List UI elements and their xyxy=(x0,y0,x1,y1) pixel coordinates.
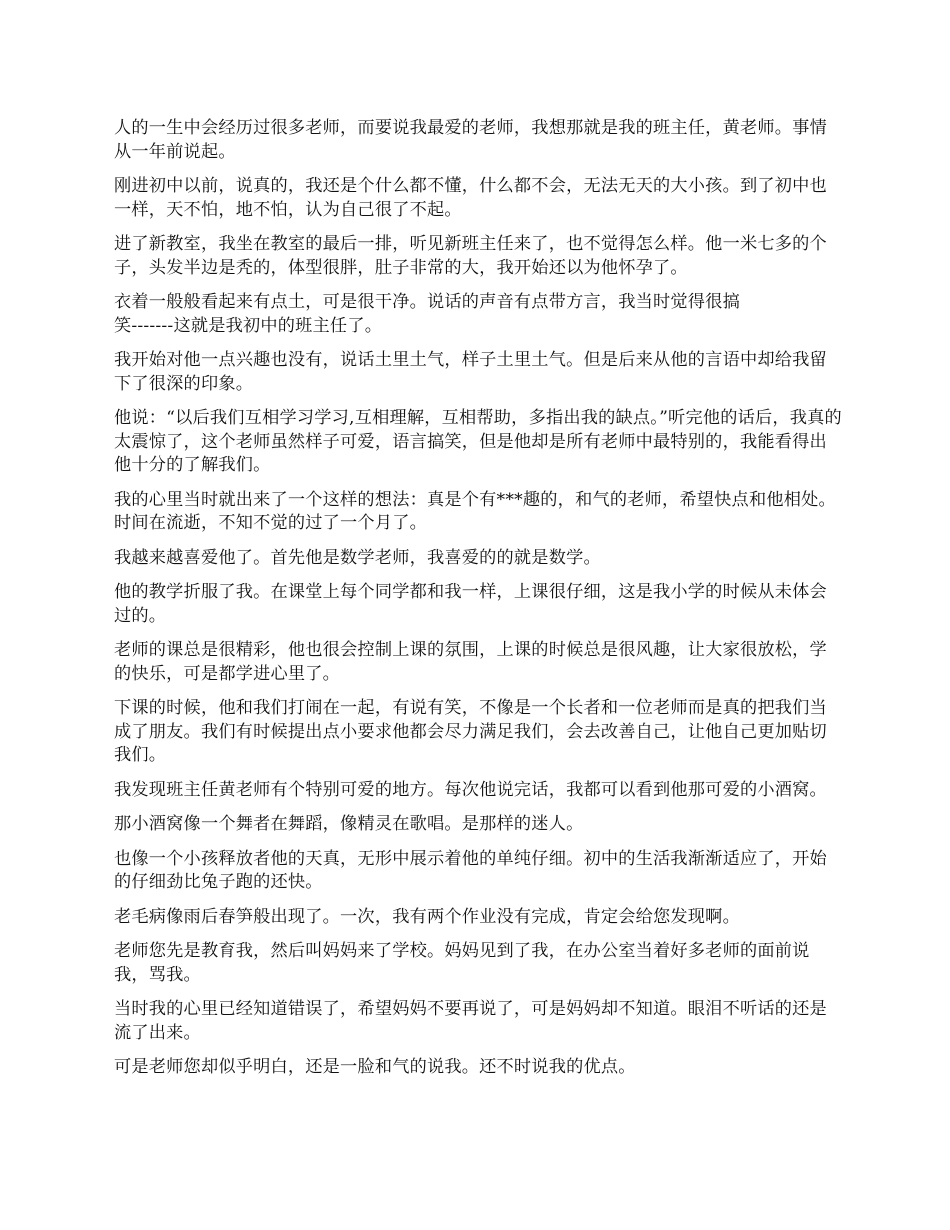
paragraph-2: 刚进初中以前，说真的，我还是个什么都不懂，什么都不会，无法无天的大小孩。到了初中也一样，天不怕，地不怕，认为自己很了不起。 xyxy=(114,176,827,220)
paragraph-16: 老师您先是教育我，然后叫妈妈来了学校。妈妈见到了我，在办公室当着好多老师的面前说我，骂我。 xyxy=(114,941,810,985)
paragraph-13: 那小酒窝像一个舞者在舞蹈，像精灵在歌唱。是那样的迷人。 xyxy=(114,814,584,834)
paragraph-17: 当时我的心里已经知道错误了，希望妈妈不要再说了，可是妈妈却不知道。眼泪不听话的还是流了出来。 xyxy=(114,999,827,1043)
paragraph-8: 我越来越喜爱他了。首先他是数学老师，我喜爱的的就是数学。 xyxy=(114,547,601,568)
paragraph-9: 他的教学折服了我。在课堂上每个同学都和我一样，上课很仔细，这是我小学的时候从未体会过的。 xyxy=(114,582,827,626)
paragraph-1: 人的一生中会经历过很多老师，而要说我最爱的老师，我想那就是我的班主任，黄老师。事情从一年前说起。 xyxy=(114,118,827,162)
paragraph-3: 进了新教室，我坐在教室的最后一排，听见新班主任来了，也不觉得怎么样。他一米七多的个子，头发半边是秃的，体型很胖，肚子非常的大，我开始还以为他怀孕了。 xyxy=(114,234,827,278)
paragraph-18: 可是老师您却似乎明白，还是一脸和气的说我。还不时说我的优点。 xyxy=(114,1057,636,1077)
document-body xyxy=(114,117,844,1091)
paragraph-7: 我的心里当时就出来了一个这样的想法：真是个有***趣的，和气的老师，希望快点和他相处。时间在流逝，不知不觉的过了一个月了。 xyxy=(114,489,836,533)
paragraph-12: 我发现班主任黄老师有个特别可爱的地方。每次他说完话，我都可以看到他那可爱的小酒窝。 xyxy=(114,779,827,800)
paragraph-10: 老师的课总是很精彩，他也很会控制上课的氛围，上课的时候总是很风趣，让大家很放松，学的快乐，可是都学进心里了。 xyxy=(114,640,827,684)
paragraph-14: 也像一个小孩释放者他的天真，无形中展示着他的单纯仔细。初中的生活我渐渐适应了，开始的仔细劲比兔子跑的还快。 xyxy=(114,848,827,892)
paragraph-5: 我开始对他一点兴趣也没有，说话土里土气，样子土里土气。但是后来从他的言语中却给我留下了很深的印象。 xyxy=(114,350,827,394)
paragraph-4: 衣着一般般看起来有点土，可是很干净。说话的声音有点带方言，我当时觉得很搞 笑-------这就是我初中的班主任了。 xyxy=(114,292,740,336)
paragraph-15: 老毛病像雨后春笋般出现了。一次，我有两个作业没有完成，肯定会给您发现啊。 xyxy=(114,906,740,927)
paragraph-6: 他说：“以后我们互相学习学习,互相理解，互相帮助，多指出我的缺点。”听完他的话后，我真的太震惊了，这个老师虽然样子可爱，语言搞笑，但是他却是所有老师中最特别的，我能看得出他十分的了解我们。 xyxy=(114,408,842,475)
paragraph-11: 下课的时候，他和我们打闹在一起，有说有笑，不像是一个长者和一位老师而是真的把我们当成了朋友。我们有时候提出点小要求他都会尽力满足我们，会去改善自己，让他自己更加贴切我们。 xyxy=(114,698,827,765)
